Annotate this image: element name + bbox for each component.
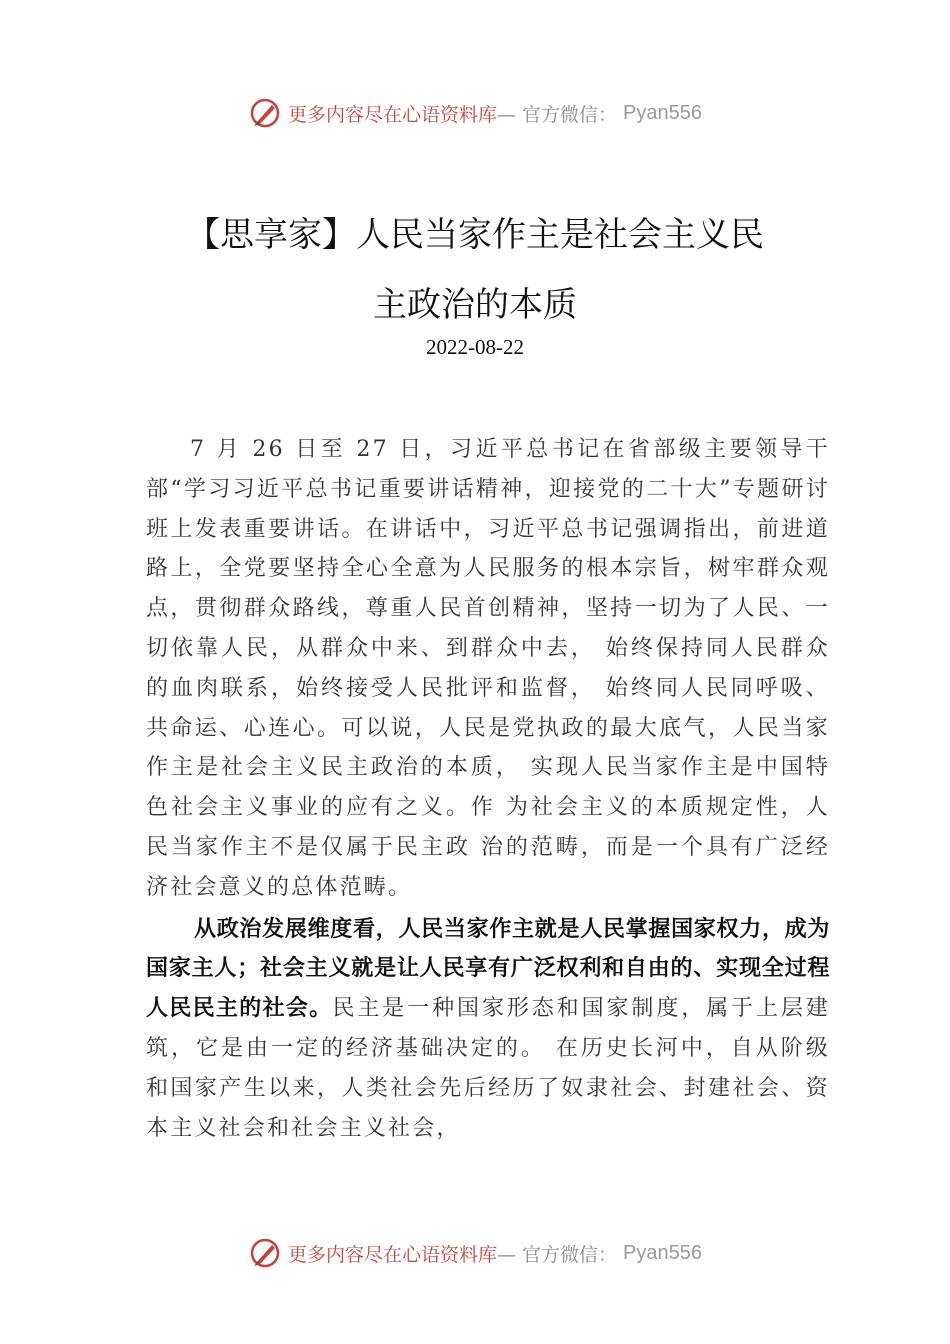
banner-title: 更多内容尽在心语资料库— xyxy=(288,103,517,126)
article-body xyxy=(146,430,830,1148)
banner-wechat-id: Pyan556 xyxy=(623,1241,702,1264)
paragraph-2 xyxy=(146,910,830,1149)
title-line-1: 【思享家】人民当家作主是社会主义民 xyxy=(186,215,764,255)
header-banner xyxy=(0,96,950,130)
footer-banner xyxy=(0,1236,950,1270)
paragraph-1: 7 月 26 日至 27 日，习近平总书记在省部级主要领导干部“学习习近平总书记重要讲话精神，迎接党的二十大”专题研讨班上发表重要讲话。在讲话中，习近平总书记强调指出，前进道路上，全党要坚持全心全意为人民服务的根本宗旨，树牢群众观点，贯彻群众路线，尊重人民首创精神，坚持一切为了人民、一切依靠人民，从群众中来、到群众中去， 始终保持同人民群众的血肉联系，始终接受人民批评和监督， 始终同人民同呼吸、共命运、心连心。可以说，人民是党执政的最大底气，人民当家作主是社会主义民主政治的本质， 实现人民当家作主是中国特色社会主义事业的应有之义。作 为社会主义的本质规定性，人民当家作主不是仅属于民主政 治的范畴，而是一个具有广泛经济社会意义的总体范畴。 xyxy=(146,437,830,900)
page-title xyxy=(100,200,850,340)
banner-wechat-label: 官方微信： xyxy=(522,1243,618,1266)
publish-date: 2022-08-22 xyxy=(426,335,524,359)
banner-title: 更多内容尽在心语资料库— xyxy=(288,1243,517,1266)
banner-wechat-label: 官方微信： xyxy=(522,103,618,126)
banner-wechat-id: Pyan556 xyxy=(623,101,702,124)
pen-circle-logo-icon xyxy=(248,1236,282,1270)
pen-circle-logo-icon xyxy=(248,96,282,130)
paragraph-2-normal: 民主是一种国家形态和国家制度，属于上层建筑，它是由一定的经济基础决定的。 在历史长河中，自从阶级和国家产生以来，人类社会先后经历了奴隶社会、封建社会、资本主义社会和社会主义社会， xyxy=(146,996,830,1141)
title-line-2: 主政治的本质 xyxy=(373,285,577,325)
paragraph-2-bold: 从政治发展维度看，人民当家作主就是人民掌握国家权力，成为国家主人；社会主义就是让人民享有广泛权利和自由的、实现全过程人民民主的社会。 xyxy=(146,916,830,1022)
